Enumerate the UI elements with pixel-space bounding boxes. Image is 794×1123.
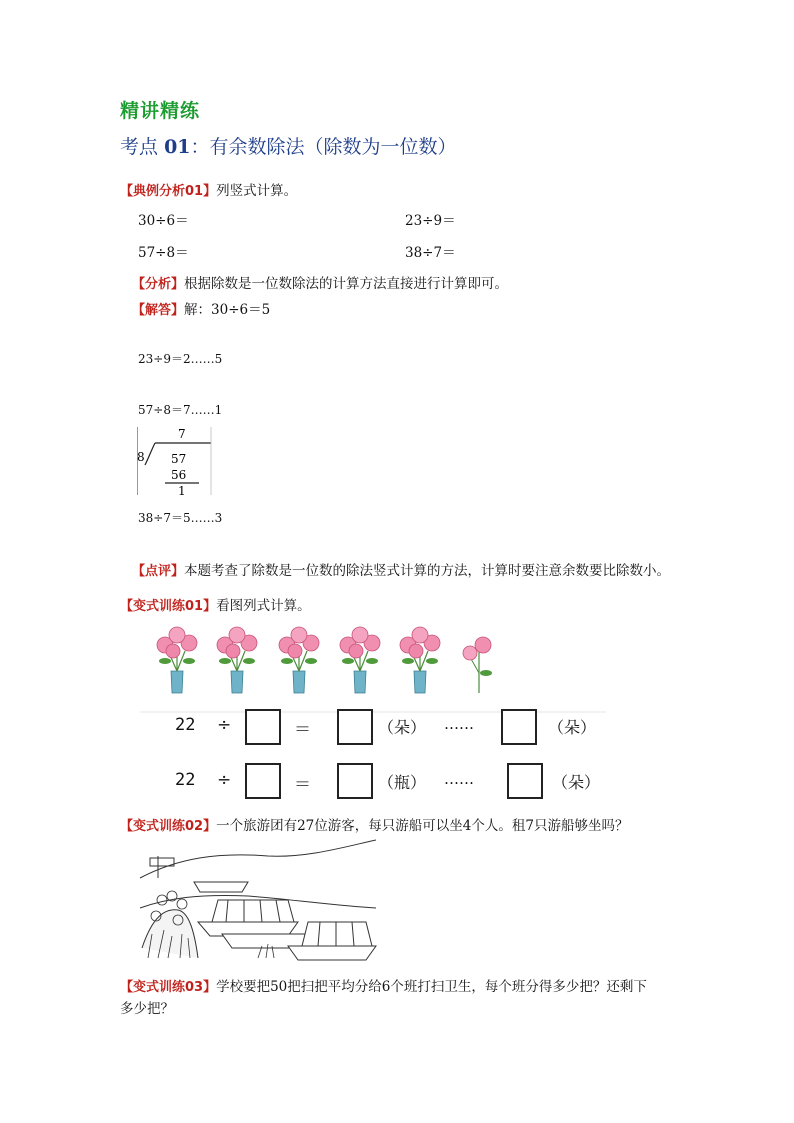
variant1-instruction: 看图列式计算。 (216, 598, 311, 614)
example-instruction: 列竖式计算。 (216, 183, 298, 199)
answer-line-4: 38÷7＝5……3 (138, 511, 223, 525)
variant2-line (120, 814, 628, 834)
rose-icon (463, 637, 492, 693)
row2-dividend: 22 (175, 770, 196, 790)
row2-divisor-box[interactable] (245, 763, 281, 799)
comment-tag: 【点评】 (132, 564, 185, 579)
row2-quotient-box[interactable] (337, 763, 373, 799)
topic-title (120, 132, 457, 159)
row1-remainder-box[interactable] (501, 709, 537, 745)
variant1-heading (120, 594, 311, 614)
boat-icon (194, 882, 248, 892)
row1-unit1: （朵） (378, 718, 427, 737)
answer-line (132, 298, 270, 318)
row1-dots: …… (444, 715, 474, 733)
section-heading: 精讲精练 (120, 100, 201, 122)
topic-prefix: 考点 (120, 136, 159, 158)
problem-1: 30÷6＝ (138, 213, 189, 229)
topic-number: 01 (164, 136, 191, 158)
lake-boats-figure (138, 838, 378, 964)
answer-line-3: 57÷8＝7……1 (138, 403, 223, 417)
analysis-text: 根据除数是一位数除法的计算方法直接进行计算即可。 (184, 276, 509, 292)
row1-unit2: （朵） (548, 718, 597, 737)
flower-vase-icon (217, 627, 257, 693)
analysis-tag: 【分析】 (132, 277, 185, 292)
row2-remainder-box[interactable] (507, 763, 543, 799)
row1-divisor-box[interactable] (245, 709, 281, 745)
row2-unit2: （朵） (552, 773, 601, 792)
example-tag: 【典例分析01】 (120, 184, 217, 199)
vertical-remainder: 1 (178, 484, 186, 497)
vertical-product: 56 (171, 468, 187, 482)
flower-vase-icon (400, 627, 440, 693)
row1-divide-sign: ÷ (217, 715, 232, 735)
flowers-figure (140, 617, 606, 802)
variant2-tag: 【变式训练02】 (120, 819, 217, 834)
comment-text: 本题考查了除数是一位数的除法竖式计算的方法，计算时要注意余数要比除数小。 (184, 563, 671, 579)
row2-equals: ＝ (294, 775, 311, 795)
example-heading (120, 179, 297, 199)
row2-divide-sign: ÷ (217, 770, 232, 790)
topic-text: ：有余数除法（除数为一位数） (190, 136, 457, 158)
variant3-text-1: 学校要把50把扫把平均分给6个班打扫卫生，每个班分得多少把？还剩下 (216, 979, 647, 995)
vertical-divisor: 8 (137, 450, 145, 464)
vertical-quotient: 7 (178, 427, 186, 441)
flower-vase-icon (157, 627, 197, 693)
variant3-line2: 多少把？ (120, 1001, 174, 1017)
problem-3: 57÷8＝ (138, 245, 189, 261)
flower-vase-icon (340, 627, 380, 693)
row1-equals: ＝ (294, 720, 311, 740)
variant1-tag: 【变式训练01】 (120, 599, 217, 614)
row1-dividend: 22 (175, 715, 196, 735)
answer-line-1: 解：30÷6＝5 (184, 302, 271, 318)
vertical-dividend: 57 (171, 452, 187, 466)
variant3-tag: 【变式训练03】 (120, 980, 217, 995)
row2-unit1: （瓶） (378, 773, 427, 792)
answer-tag: 【解答】 (132, 303, 185, 318)
variant3-line1 (120, 975, 647, 995)
answer-line-2: 23÷9＝2……5 (138, 352, 223, 366)
problem-2: 23÷9＝ (405, 213, 456, 229)
vertical-division (137, 423, 217, 497)
row1-quotient-box[interactable] (337, 709, 373, 745)
flower-vase-icon (279, 627, 319, 693)
analysis-line (132, 272, 508, 292)
problem-4: 38÷7＝ (405, 245, 456, 261)
boat-icon (198, 900, 298, 936)
row2-dots: …… (444, 770, 474, 788)
variant2-text: 一个旅游团有27位游客，每只游船可以坐4个人。租7只游船够坐吗？ (216, 818, 629, 834)
comment-line (132, 559, 670, 579)
